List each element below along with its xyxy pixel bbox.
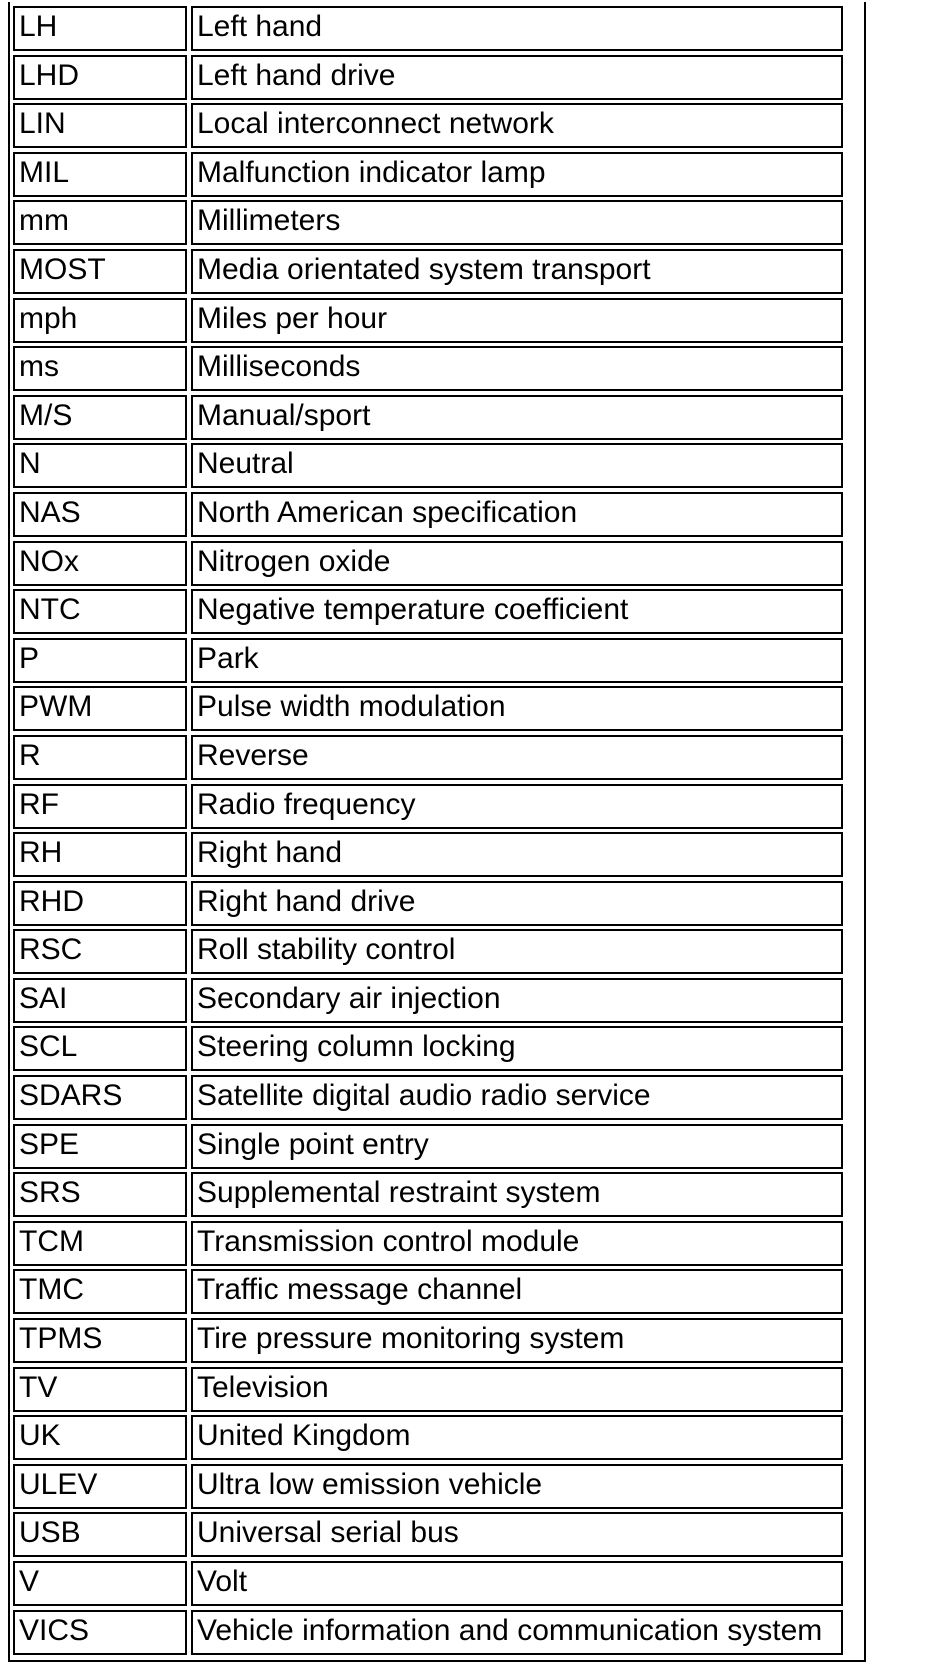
table-row	[13, 1561, 861, 1606]
table-row	[13, 1415, 861, 1460]
abbreviation-cell: TPMS	[13, 1318, 187, 1363]
table-row	[13, 1075, 861, 1120]
abbreviation-cell: TV	[13, 1367, 187, 1412]
table-row	[13, 395, 861, 440]
table-row	[13, 978, 861, 1023]
definition-cell: Television	[191, 1367, 843, 1412]
table-row	[13, 152, 861, 197]
table-row	[13, 55, 861, 100]
table-row	[13, 1367, 861, 1412]
table-row	[13, 298, 861, 343]
abbreviation-cell: TMC	[13, 1269, 187, 1314]
definition-cell: Roll stability control	[191, 929, 843, 974]
definition-cell: Neutral	[191, 443, 843, 488]
table-row	[13, 249, 861, 294]
abbreviation-cell: LHD	[13, 55, 187, 100]
abbreviation-cell: UK	[13, 1415, 187, 1460]
table-row	[13, 1512, 861, 1557]
definition-cell: Miles per hour	[191, 298, 843, 343]
definition-cell: Traffic message channel	[191, 1269, 843, 1314]
definition-cell: Steering column locking	[191, 1026, 843, 1071]
definition-cell: Transmission control module	[191, 1221, 843, 1266]
table-row	[13, 541, 861, 586]
table-row	[13, 200, 861, 245]
definition-cell: Manual/sport	[191, 395, 843, 440]
definition-cell: Park	[191, 638, 843, 683]
table-row	[13, 784, 861, 829]
definition-cell: Millimeters	[191, 200, 843, 245]
abbreviation-cell: SDARS	[13, 1075, 187, 1120]
abbreviation-cell: LIN	[13, 103, 187, 148]
definition-cell: Vehicle information and communication system	[191, 1610, 843, 1655]
table-row	[13, 492, 861, 537]
definition-cell: Single point entry	[191, 1124, 843, 1169]
abbreviation-cell: ULEV	[13, 1464, 187, 1509]
definition-cell: Negative temperature coefficient	[191, 589, 843, 634]
abbreviation-cell: RSC	[13, 929, 187, 974]
table-row	[13, 832, 861, 877]
abbreviation-cell: LH	[13, 6, 187, 51]
table-row	[13, 346, 861, 391]
definition-cell: Volt	[191, 1561, 843, 1606]
abbreviation-cell: SCL	[13, 1026, 187, 1071]
table-row	[13, 1026, 861, 1071]
abbreviation-cell: mph	[13, 298, 187, 343]
definition-cell: Secondary air injection	[191, 978, 843, 1023]
abbreviation-cell: ms	[13, 346, 187, 391]
abbreviation-cell: VICS	[13, 1610, 187, 1655]
definition-cell: Right hand	[191, 832, 843, 877]
abbreviation-cell: MIL	[13, 152, 187, 197]
table-row	[13, 735, 861, 780]
definition-cell: Left hand	[191, 6, 843, 51]
definition-cell: North American specification	[191, 492, 843, 537]
abbreviation-cell: SAI	[13, 978, 187, 1023]
abbreviation-cell: RH	[13, 832, 187, 877]
definition-cell: Tire pressure monitoring system	[191, 1318, 843, 1363]
abbreviation-table	[8, 2, 866, 1662]
definition-cell: United Kingdom	[191, 1415, 843, 1460]
abbreviation-cell: SRS	[13, 1172, 187, 1217]
table-row	[13, 1124, 861, 1169]
table-row	[13, 881, 861, 926]
abbreviation-cell: V	[13, 1561, 187, 1606]
abbreviation-cell: RHD	[13, 881, 187, 926]
abbreviation-cell: N	[13, 443, 187, 488]
table-row	[13, 638, 861, 683]
abbreviation-cell: mm	[13, 200, 187, 245]
abbreviation-cell: P	[13, 638, 187, 683]
abbreviation-cell: SPE	[13, 1124, 187, 1169]
definition-cell: Local interconnect network	[191, 103, 843, 148]
abbreviation-cell: USB	[13, 1512, 187, 1557]
abbreviation-cell: NOx	[13, 541, 187, 586]
abbreviation-cell: TCM	[13, 1221, 187, 1266]
abbreviation-cell: RF	[13, 784, 187, 829]
table-row	[13, 1269, 861, 1314]
definition-cell: Media orientated system transport	[191, 249, 843, 294]
definition-cell: Milliseconds	[191, 346, 843, 391]
table-row	[13, 1172, 861, 1217]
abbreviation-cell: M/S	[13, 395, 187, 440]
definition-cell: Supplemental restraint system	[191, 1172, 843, 1217]
table-row	[13, 1318, 861, 1363]
definition-cell: Ultra low emission vehicle	[191, 1464, 843, 1509]
definition-cell: Universal serial bus	[191, 1512, 843, 1557]
abbreviation-cell: NAS	[13, 492, 187, 537]
abbreviation-cell: MOST	[13, 249, 187, 294]
definition-cell: Radio frequency	[191, 784, 843, 829]
definition-cell: Nitrogen oxide	[191, 541, 843, 586]
abbreviation-cell: PWM	[13, 686, 187, 731]
table-row	[13, 589, 861, 634]
abbreviation-cell: NTC	[13, 589, 187, 634]
table-row	[13, 929, 861, 974]
table-row	[13, 1464, 861, 1509]
definition-cell: Reverse	[191, 735, 843, 780]
definition-cell: Left hand drive	[191, 55, 843, 100]
table-row	[13, 443, 861, 488]
table-row	[13, 6, 861, 51]
table-row	[13, 1221, 861, 1266]
table-row	[13, 686, 861, 731]
abbreviation-cell: R	[13, 735, 187, 780]
definition-cell: Pulse width modulation	[191, 686, 843, 731]
table-row	[13, 103, 861, 148]
definition-cell: Satellite digital audio radio service	[191, 1075, 843, 1120]
definition-cell: Malfunction indicator lamp	[191, 152, 843, 197]
definition-cell: Right hand drive	[191, 881, 843, 926]
